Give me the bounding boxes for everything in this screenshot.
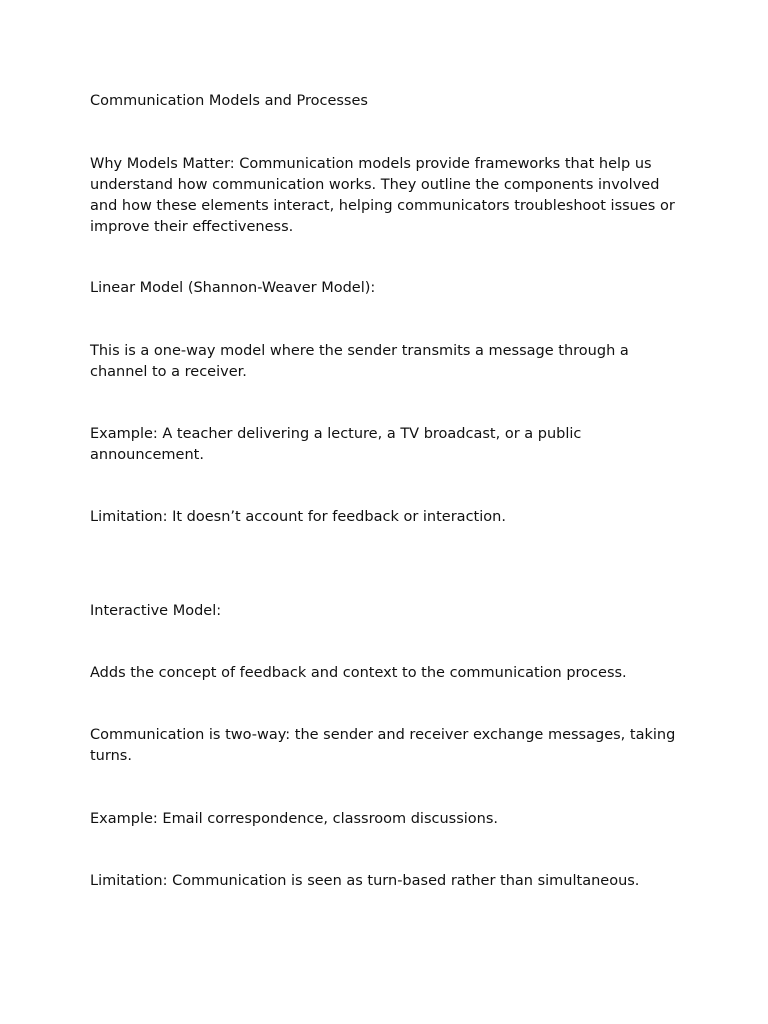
linear-model-description: This is a one-way model where the sender transmits a message through a channel to a receiver. <box>90 343 629 380</box>
linear-model-limitation: Limitation: It doesn’t account for feedback or interaction. <box>90 509 506 525</box>
interactive-model-limitation: Limitation: Communication is seen as turn-based rather than simultaneous. <box>90 873 640 889</box>
document-title: Communication Models and Processes <box>90 93 368 109</box>
interactive-model-example: Example: Email correspondence, classroom discussions. <box>90 811 499 827</box>
why-models-matter-paragraph: Why Models Matter: Communication models provide frameworks that help us understand how communication works. They outline the components involved and how these elements interact, helping communicators troubleshoot issues or improve their effectiveness. <box>90 156 675 235</box>
interactive-model-heading: Interactive Model: <box>90 603 222 619</box>
linear-model-example: Example: A teacher delivering a lecture, a TV broadcast, or a public announcement. <box>90 426 582 463</box>
interactive-model-description: Adds the concept of feedback and context to the communication process. <box>90 665 627 681</box>
interactive-model-two-way: Communication is two-way: the sender and receiver exchange messages, taking turns. <box>90 727 676 764</box>
linear-model-heading: Linear Model (Shannon-Weaver Model): <box>90 280 376 296</box>
